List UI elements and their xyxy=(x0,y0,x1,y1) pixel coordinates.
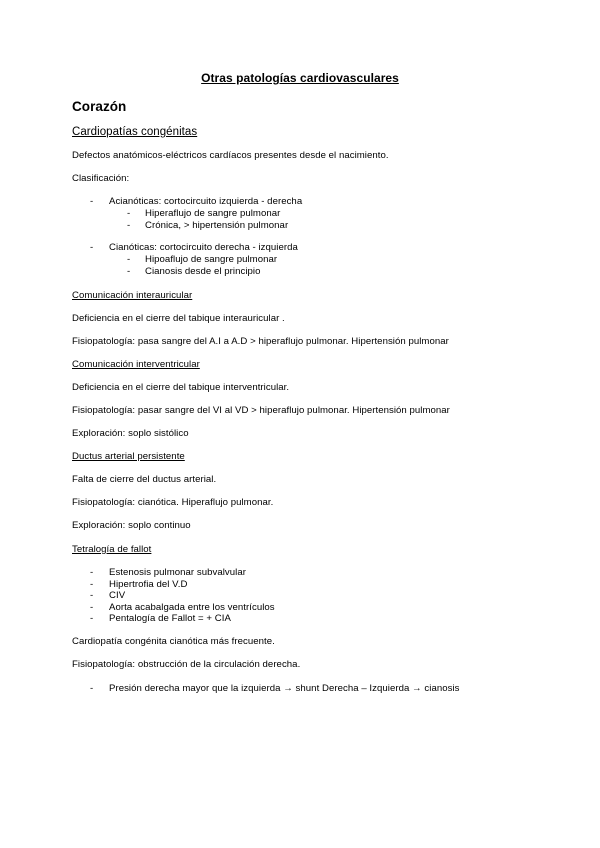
list-item: Pentalogía de Fallot = + CIA xyxy=(109,613,231,624)
list-dash: - xyxy=(90,683,94,694)
list-item: Hiperaflujo de sangre pulmonar xyxy=(145,208,281,219)
document-title: Otras patologías cardiovasculares xyxy=(201,71,399,85)
fallot-physiopathology: Fisiopatología: obstrucción de la circulación derecha. xyxy=(72,659,301,670)
list-dash: - xyxy=(127,266,131,277)
list-dash: - xyxy=(90,567,94,578)
fallot-bullet: Presión derecha mayor que la izquierda → shunt Derecha – Izquierda → cianosis xyxy=(109,683,460,694)
cia-physiopathology: Fisiopatología: pasa sangre del A.I a A.D > hiperaflujo pulmonar. Hipertensión pulmonar xyxy=(72,336,449,347)
ductus-definition: Falta de cierre del ductus arterial. xyxy=(72,474,217,485)
subsection-heading: Cardiopatías congénitas xyxy=(72,126,198,138)
list-dash: - xyxy=(90,196,94,207)
list-dash: - xyxy=(127,220,131,231)
cia-definition: Deficiencia en el cierre del tabique interauricular . xyxy=(72,313,285,324)
cia-heading: Comunicación interauricular xyxy=(72,290,193,301)
section-heading: Corazón xyxy=(72,99,127,114)
list-dash: - xyxy=(90,590,94,601)
list-dash: - xyxy=(90,602,94,613)
list-dash: - xyxy=(90,579,94,590)
intro-paragraph: Defectos anatómicos-eléctricos cardíacos presentes desde el nacimiento. xyxy=(72,150,389,161)
fallot-heading: Tetralogía de fallot xyxy=(72,544,152,555)
ductus-physiopathology: Fisiopatología: cianótica. Hiperaflujo pulmonar. xyxy=(72,497,274,508)
list-item: CIV xyxy=(109,590,126,601)
list-dash: - xyxy=(127,208,131,219)
civ-heading: Comunicación interventricular xyxy=(72,359,200,370)
classification-label: Clasificación: xyxy=(72,173,130,184)
list-item: Hipertrofia del V.D xyxy=(109,579,188,590)
fallot-frequency: Cardiopatía congénita cianótica más frecuente. xyxy=(72,636,275,647)
cianoticas-label: Cianóticas: cortocircuito derecha - izquierda xyxy=(109,242,298,253)
list-dash: - xyxy=(90,613,94,624)
civ-physiopathology: Fisiopatología: pasar sangre del VI al VD > hiperaflujo pulmonar. Hipertensión pulmonar xyxy=(72,405,450,416)
list-dash: - xyxy=(90,242,94,253)
list-item: Estenosis pulmonar subvalvular xyxy=(109,567,246,578)
list-item: Crónica, > hipertensión pulmonar xyxy=(145,220,289,231)
list-item: Aorta acabalgada entre los ventrículos xyxy=(109,602,275,613)
list-dash: - xyxy=(127,254,131,265)
acianoticas-label: Acianóticas: cortocircuito izquierda - derecha xyxy=(109,196,303,207)
civ-definition: Deficiencia en el cierre del tabique interventricular. xyxy=(72,382,290,393)
ductus-exploration: Exploración: soplo continuo xyxy=(72,520,191,531)
ductus-heading: Ductus arterial persistente xyxy=(72,451,185,462)
list-item: Hipoaflujo de sangre pulmonar xyxy=(145,254,278,265)
civ-exploration: Exploración: soplo sistólico xyxy=(72,428,189,439)
list-item: Cianosis desde el principio xyxy=(145,266,261,277)
